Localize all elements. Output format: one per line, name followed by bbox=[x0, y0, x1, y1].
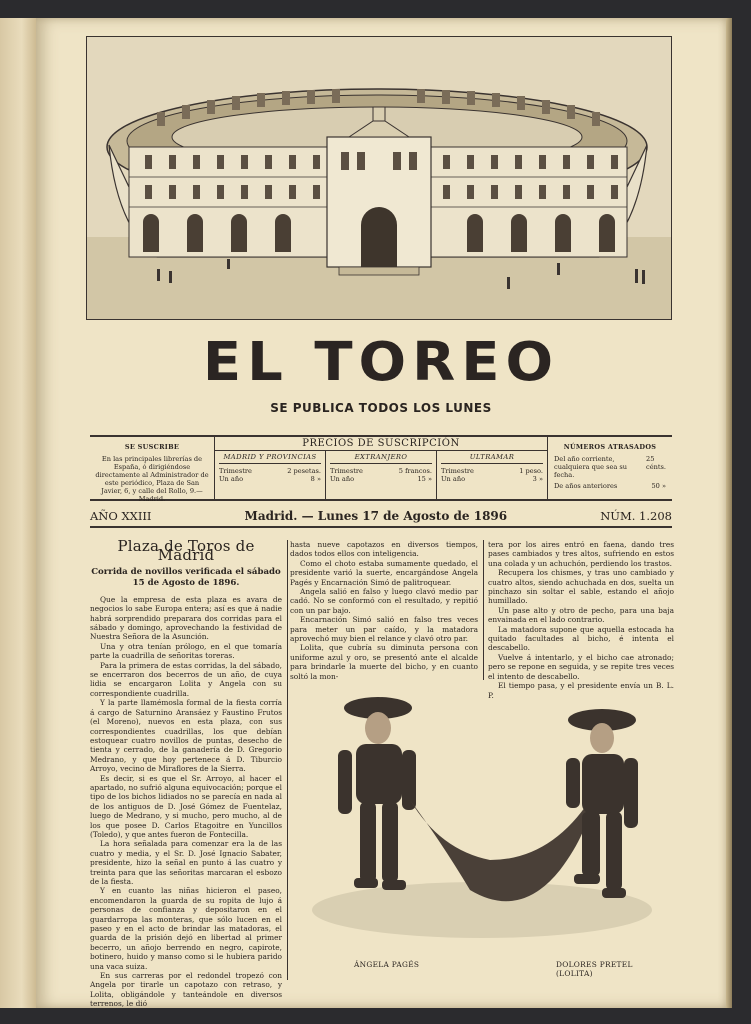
subscription-box bbox=[90, 435, 672, 501]
back-issue-label: De años anteriores bbox=[554, 482, 618, 490]
paragraph: Que la empresa de esta plaza es avara de negocios lo sabe Europa entera; así es que á nadie habrá sorprendido preparara dos corridas para el sábado y domingo, aprovechando la festividad de Nuestra Señora de la Asunción. bbox=[90, 594, 282, 642]
paragraph: Para la primera de estas corridas, la del sábado, se encerraron dos becerros de un año, de cuya lidia se encargaron Lolita y Angela con su correspondiente cuadrilla. bbox=[90, 660, 282, 698]
paragraph: tera por los aires entró en faena, dando tres pases cambiados y tres altos, sufriendo en estos una colada y un achuchón, perdiendo los trastos. bbox=[488, 540, 674, 568]
article-subtitle: Corrida de novillos verificada el sábado 15 de Agosto de 1896. bbox=[91, 566, 281, 588]
price-label: Un año bbox=[330, 475, 355, 483]
paragraph: Angela salió en falso y luego clavó medio par cadó. No se conformó con el resultado, y repitió con un par bajo. bbox=[290, 587, 478, 615]
paragraph: Y la parte llamémosla formal de la fiesta corría á cargo de Saturnino Aransáez y Faustino Frutos (el Moreno), nuevos en esta plaza, con sus correspondientes cuadrillas, los que debían estoquear cuatro novillos de puntas, desecho de tienta y cerrado, de la ganadería de D. Gregorio Medrano, y que hoy pertenece á D. Tiburcio Arroyo, vecino de Miraflores de la Sierra. bbox=[90, 698, 282, 774]
price-value: 3 » bbox=[532, 475, 543, 483]
paragraph: Vuelve á intentarlo, y el bicho cae atronado; pero se repone en seguida, y se repite tres veces el intento de descabello. bbox=[488, 652, 674, 681]
price-label: Trimestre bbox=[330, 467, 363, 475]
paragraph: Y en cuanto las niñas hicieron el paseo, encomendaron la guarda de su ropita de lujo á personas de confianza y depositaron en el guardarropa las monteras, que sólo lucen en el paseo y en el acto de brindar las matadoras, el guarda de la prisión dejó en libertad al primer becerro, un añojo berrendo en negro, capirote, botinero, huido y manso como si le hubiera parido una vaca suiza. bbox=[90, 886, 282, 971]
caption-angela: ÁNGELA PAGÉS bbox=[354, 960, 420, 969]
price-label: Trimestre bbox=[441, 467, 474, 475]
paragraph: Encarnación Simó salió en falso tres veces para meter un par caído, y la matadora aprovechó muy bien el relance y clavó otro par. bbox=[290, 615, 478, 644]
price-column-heading: MADRID Y PROVINCIAS bbox=[219, 453, 321, 464]
price-value: 5 francos. bbox=[398, 467, 432, 475]
price-label: Un año bbox=[441, 475, 466, 483]
toreras-illustration bbox=[290, 690, 674, 980]
paragraph: hasta nueve capotazos en diversos tiempos, dados todos ellos con inteligencia. bbox=[290, 540, 478, 559]
page-edge-shadow bbox=[726, 18, 732, 1008]
paragraph: Lolita, que cubría su diminuta persona con uniforme azul y oro, se presentó ante el alcalde para brindarle la muerte del bicho, y en cuanto soltó la mon- bbox=[290, 643, 478, 681]
paragraph: Recupera los chismes, y tras uno cambiado y cuatro altos, siendo achuchada en dos, suelta un pinchazo sin soltar el sable, estando el añojo humillado. bbox=[488, 568, 674, 606]
article-column-3 bbox=[488, 540, 674, 700]
subscribe-info bbox=[90, 437, 215, 503]
column-divider bbox=[483, 540, 484, 680]
issue-number: NÚM. 1.208 bbox=[600, 509, 672, 523]
article-columns bbox=[90, 537, 674, 1009]
price-column-ultramar bbox=[437, 451, 547, 499]
prices-heading: PRECIOS DE SUSCRIPCIÓN bbox=[215, 437, 547, 451]
paragraph: Un pase alto y otro de pecho, para una baja envainada en el lado contrario. bbox=[488, 605, 674, 625]
price-value: 1 peso. bbox=[519, 467, 543, 475]
masthead-title: EL TOREO bbox=[202, 331, 560, 394]
subscribe-heading: SE SUSCRIBE bbox=[124, 443, 180, 451]
back-issues-heading: NÚMEROS ATRASADOS bbox=[563, 443, 657, 451]
subscription-prices bbox=[215, 437, 548, 499]
back-issue-label: Del año corriente, cualquiera que sea su fecha. bbox=[554, 455, 628, 479]
caption-lolita: DOLORES PRETEL (LOLITA) bbox=[556, 960, 633, 978]
price-label: Trimestre bbox=[219, 467, 252, 475]
masthead-tagline: SE PUBLICA TODOS LOS LUNES bbox=[270, 401, 492, 415]
price-column-heading: EXTRANJERO bbox=[330, 453, 432, 464]
price-value: 2 pesetas. bbox=[287, 467, 321, 475]
bullring-engraving bbox=[86, 36, 672, 320]
book-spine-edge bbox=[0, 18, 37, 1008]
toreras-photo bbox=[290, 690, 674, 980]
article-column-1 bbox=[90, 537, 288, 1009]
back-issue-price: 25 cénts. bbox=[646, 455, 667, 471]
paragraph: El tiempo pasa, y el presidente envía un B. L. P. bbox=[488, 681, 674, 700]
price-column-extranjero bbox=[326, 451, 437, 499]
bullring-illustration bbox=[87, 37, 671, 319]
paragraph: Una y otra tenían prólogo, en el que tomaría parte la cuadrilla de señoritas toreras. bbox=[90, 641, 282, 661]
paragraph: La matadora supone que aquella estocada ha quitado facultades al bicho, é intenta el descabello. bbox=[488, 624, 674, 653]
figure-lolita bbox=[566, 709, 638, 898]
paragraph: En sus carreras por el redondel tropezó con Angela por tirarle un capotazo con retraso, y Lolita, obligándole y tanteándole en diversos terrenos, le dió bbox=[90, 971, 282, 1009]
figure-angela bbox=[338, 697, 416, 890]
back-issues bbox=[548, 437, 672, 499]
price-value: 8 » bbox=[310, 475, 321, 483]
paragraph: Como el choto estaba sumamente quedado, el presidente varió la suerte, encargándose Angela Pagés y Encarnación Simó de palitroquear. bbox=[290, 558, 478, 587]
dateline bbox=[90, 506, 672, 528]
article-title: Plaza de Toros de Madrid bbox=[117, 537, 255, 565]
newspaper-page bbox=[36, 18, 726, 1008]
price-column-heading: ULTRAMAR bbox=[441, 453, 543, 464]
issue-date: Madrid. — Lunes 17 de Agosto de 1896 bbox=[244, 509, 508, 523]
article-column-2 bbox=[290, 540, 478, 680]
price-value: 15 » bbox=[417, 475, 432, 483]
paragraph: Es decir, si es que el Sr. Arroyo, al hacer el apartado, no sufrió alguna equivocación; porque el tipo de los bichos lidiados no se parecía en nada al de los antiguos de D. José Gómez de Fuentelaz, luego de Medrano, y si mucho, pero mucho, al de los que posee D. Carlos Etagoitre en Yuncillos (Toledo), y que antes fueron de Fontecilla. bbox=[90, 773, 282, 839]
price-label: Un año bbox=[219, 475, 244, 483]
price-column-madrid bbox=[215, 451, 326, 499]
volume-year: AÑO XXIII bbox=[90, 509, 152, 523]
paragraph: La hora señalada para comenzar era la de las cuatro y media, y el Sr. D. José Ignacio Sabater, presidente, hizo la señal en punto á las cuatro y treinta para que las señoritas marcaran el esbozo de la fiesta. bbox=[90, 839, 282, 886]
back-issue-price: 50 » bbox=[651, 482, 666, 490]
subscribe-text: En las principales librerías de España, ó dirigiéndose directamente al Administrador de este periódico, Plaza de San Javier, 6, y calle del Rollo, 9.—Madrid. bbox=[95, 455, 209, 503]
